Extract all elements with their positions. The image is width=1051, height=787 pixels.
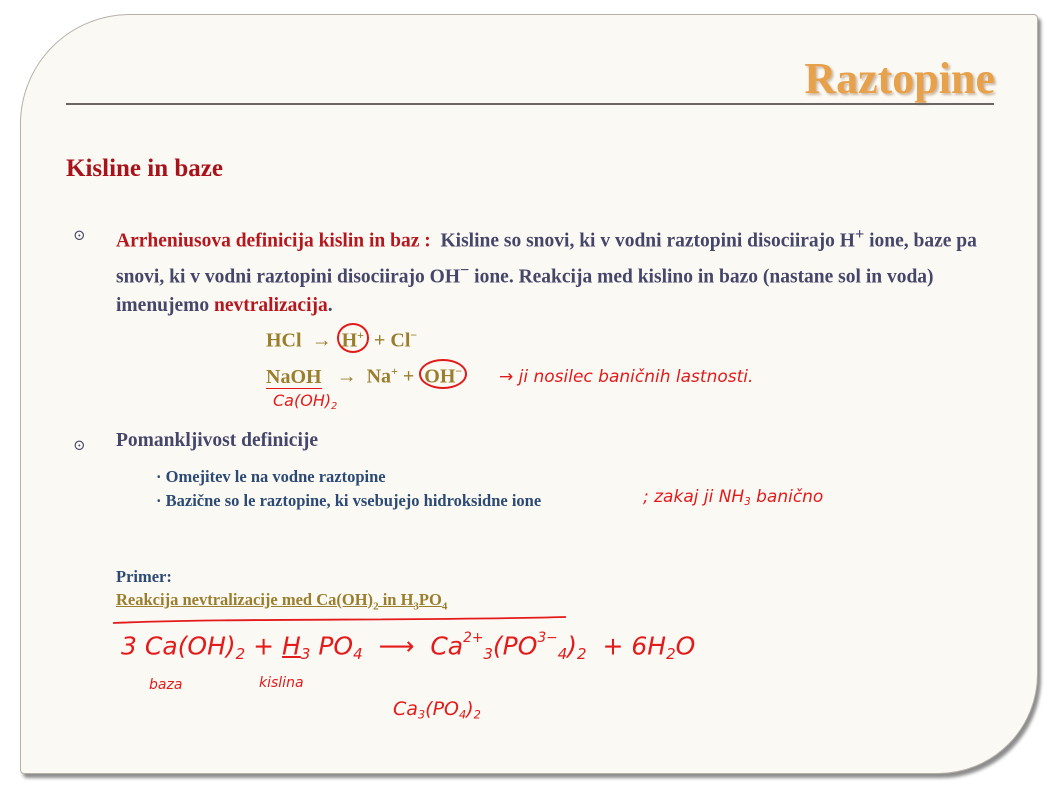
hw-product-sub: 3 [417, 707, 426, 722]
hw-product-ca: Ca [393, 698, 418, 720]
handwritten-label-kislina: kislina [259, 675, 304, 691]
eq2-lhs: NaOH [266, 365, 322, 388]
eq2-na: Na [366, 365, 392, 388]
eq2-oh: OH [424, 365, 456, 388]
hw-ca-sub: 3 [483, 644, 493, 663]
hw-po4-sub: 4 [353, 644, 363, 663]
handwritten-nh3-note [643, 487, 823, 508]
hw-po4b-sub: 4 [557, 644, 568, 663]
arrhenius-end: . [327, 295, 333, 316]
hw-water: + 6H [602, 631, 667, 661]
eq1-h-ion [337, 323, 369, 353]
hw-po4b-close: ) [567, 631, 578, 661]
handwritten-oh-note: → ji nosilec baničnih lastnosti. [499, 367, 754, 387]
eq2-na-sup: + [391, 364, 398, 378]
eq2-arrow: → [336, 365, 357, 388]
hw-nh3-text: ; zakaj ji NH [643, 487, 745, 507]
arrhenius-h-charge: + [854, 225, 865, 243]
example-label: Primer: [116, 567, 172, 586]
eq2-plus: + [402, 365, 415, 388]
limitation-item-1: · Omejitev le na vodne raztopine [156, 467, 386, 486]
hw-ca-charge: 2+ [463, 630, 484, 646]
hw-caoh2-text: Ca(OH) [273, 391, 332, 410]
hw-h: H [282, 631, 301, 661]
handwritten-reaction [121, 630, 695, 663]
hw-water-sub: 2 [666, 644, 676, 663]
reaction-text: Reakcija nevtralizacije med Ca(OH) [116, 590, 374, 609]
arrhenius-text-1: Kisline so snovi, ki v vodni raztopini disociirajo [440, 230, 835, 252]
hw-arrow: ⟶ [378, 631, 415, 661]
hw-product-sub3: 2 [473, 707, 481, 722]
circled-dot-icon: ⊙ [73, 438, 86, 454]
hw-product-sub2: 4 [459, 707, 467, 722]
eq1-lhs: HCl [266, 329, 302, 352]
equation-hcl [266, 323, 417, 353]
eq1-cl: Cl [390, 329, 411, 352]
hw-caoh: Ca(OH) [144, 631, 236, 661]
hw-product-end: ) [466, 698, 474, 720]
eq1-plus: + [373, 329, 386, 352]
limitation-item-2: · Bazične so le raztopine, ki vsebujejo hidroksidne ione [156, 491, 542, 510]
hw-caoh-sub: 2 [235, 644, 246, 663]
handwritten-underline [111, 615, 571, 627]
hw-caoh2-sub: 2 [331, 400, 338, 412]
eq2-oh-sup: − [455, 364, 463, 378]
handwritten-caoh2 [273, 391, 337, 412]
hw-plus: + [253, 631, 275, 661]
hw-nh3-sub: 3 [744, 497, 751, 509]
reaction-sub1: 2 [373, 600, 379, 613]
reaction-po: PO [418, 590, 442, 609]
eq1-h-sup: + [357, 328, 364, 342]
handwritten-label-baza: baza [149, 677, 183, 693]
eq2-oh-ion [419, 359, 467, 389]
section-heading: Kisline in baze [66, 155, 223, 182]
arrhenius-text-3: ione. Reakcija med kislino in bazo (nastane sol in voda) imenujemo [116, 266, 934, 316]
reaction-sub3: 4 [441, 600, 448, 613]
title-divider [66, 103, 994, 105]
hw-po4b-charge: 3− [537, 630, 558, 646]
reaction-sub2: 3 [413, 600, 419, 613]
slide [20, 14, 1038, 774]
hw-nh3-end: banično [750, 487, 824, 507]
hw-po4: PO [318, 631, 354, 661]
circled-dot-icon: ⊙ [73, 228, 86, 244]
eq1-cl-sup: − [410, 328, 418, 342]
hw-po4b: (PO [492, 631, 538, 661]
arrhenius-h: H [839, 230, 855, 252]
arrhenius-text-2: ione, baze pa snovi, ki v vodni raztopini disociirajo OH [116, 230, 977, 287]
example-reaction-title [116, 590, 447, 612]
slide-title: Raztopine [804, 54, 995, 103]
arrhenius-lead: Arrheniusova definicija kislin in baz : [116, 230, 431, 252]
hw-product-mid: (PO [425, 698, 459, 720]
equation-naoh [266, 359, 467, 389]
hw-h-sub: 3 [300, 644, 311, 663]
arrhenius-oh-charge: − [460, 260, 470, 279]
eq1-arrow: → [311, 329, 332, 352]
neutralization-term: nevtralizacija [214, 295, 328, 316]
hw-po4b-close-sub: 2 [577, 644, 587, 663]
handwritten-product [393, 698, 481, 721]
limitations-heading: Pomankljivost definicije [116, 430, 319, 451]
hw-water-end: O [675, 631, 696, 661]
arrhenius-definition [116, 220, 1016, 320]
reaction-mid: in H [378, 590, 414, 609]
hw-ca: Ca [430, 631, 464, 661]
hw-coef-3: 3 [121, 631, 137, 661]
eq1-h: H [341, 329, 358, 352]
